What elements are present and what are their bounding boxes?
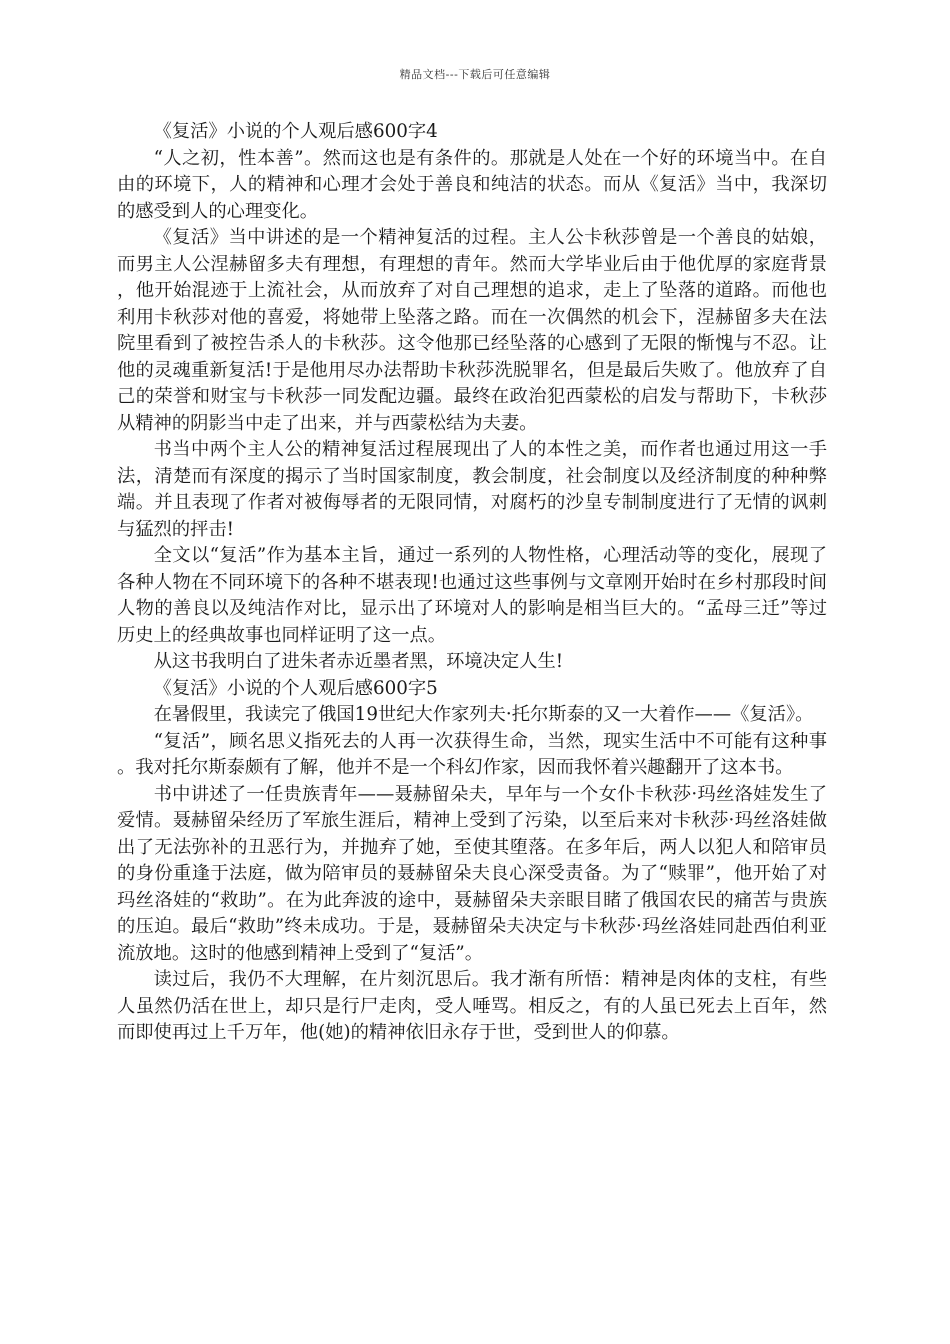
body-paragraph: 书中讲述了一任贵族青年——聂赫留朵夫，早年与一个女仆卡秋莎·玛丝洛娃发生了爱情。聂赫留朵经历了军旅生涯后，精神上受到了污染，以至后来对卡秋莎·玛丝洛娃做出了无法弥补的丑恶行为，并抛弃了她，至使其堕落。在多年后，两人以犯人和陪审员的身份重逢于法庭，做为陪审员的聂赫留朵夫良心深受责备。为了“赎罪”，他开始了对玛丝洛娃的“救助”。在为此奔波的途中，聂赫留朵夫亲眼目睹了俄国农民的痛苦与贵族的压迫。最后“救助”终未成功。于是，聂赫留朵夫决定与卡秋莎·玛丝洛娃同赴西伯利亚流放地。这时的他感到精神上受到了“复活”。	[117, 783, 827, 964]
document-body	[117, 119, 827, 1047]
page-header: 精品文档---下载后可任意编辑	[399, 68, 551, 81]
body-paragraph: “复活”，顾名思义指死去的人再一次获得生命，当然，现实生活中不可能有这种事。我对托尔斯泰颇有了解，他并不是一个科幻作家，因而我怀着兴趣翻开了这本书。	[117, 730, 827, 778]
body-paragraph: 在暑假里，我读完了俄国19世纪大作家列夫·托尔斯泰的又一大着作——《复活》。	[153, 704, 814, 725]
body-paragraph: 全文以“复活”作为基本主旨，通过一系列的人物性格，心理活动等的变化，展现了各种人物在不同环境下的各种不堪表现!也通过这些事例与文章刚开始时在乡村那段时间人物的善良以及纯洁作对比，显示出了环境对人的影响是相当巨大的。“孟母三迁”等过历史上的经典故事也同样证明了这一点。	[117, 545, 827, 646]
body-paragraph: 从这书我明白了进朱者赤近墨者黑，环境决定人生!	[153, 651, 564, 672]
body-paragraph: 书当中两个主人公的精神复活过程展现出了人的本性之美，而作者也通过用这一手法，清楚而有深度的揭示了当时国家制度，教会制度，社会制度以及经济制度的种种弊端。并且表现了作者对被侮辱者的无限同情，对腐朽的沙皇专制制度进行了无情的讽刺与猛烈的抨击!	[117, 439, 827, 540]
section-heading: 《复活》小说的个人观后感600字4	[153, 121, 438, 142]
section-heading: 《复活》小说的个人观后感600字5	[153, 677, 438, 699]
body-paragraph: 读过后，我仍不大理解，在片刻沉思后。我才渐有所悟：精神是肉体的支柱，有些人虽然仍活在世上，却只是行尸走肉，受人唾骂。相反之，有的人虽已死去上百年，然而即使再过上千万年，他(她)的精神依旧永存于世，受到世人的仰慕。	[117, 969, 827, 1043]
body-paragraph: 《复活》当中讲述的是一个精神复活的过程。主人公卡秋莎曾是一个善良的姑娘，而男主人公涅赫留多夫有理想，有理想的青年。然而大学毕业后由于他优厚的家庭背景，他开始混迹于上流社会，从而放弃了对自己理想的追求，走上了坠落的道路。而他也利用卡秋莎对他的喜爱，将她带上坠落之路。而在一次偶然的机会下，涅赫留多夫在法院里看到了被控告杀人的卡秋莎。这令他那已经坠落的心感到了无限的惭愧与不忍。让他的灵魂重新复活!于是他用尽办法帮助卡秋莎洗脱罪名，但是最后失败了。他放弃了自己的荣誉和财宝与卡秋莎一同发配边疆。最终在政治犯西蒙松的启发与帮助下，卡秋莎从精神的阴影当中走了出来，并与西蒙松结为夫妻。	[117, 227, 827, 434]
body-paragraph: “人之初，性本善”。然而这也是有条件的。那就是人处在一个好的环境当中。在自由的环境下，人的精神和心理才会处于善良和纯洁的状态。而从《复活》当中，我深切的感受到人的心理变化。	[117, 147, 827, 222]
